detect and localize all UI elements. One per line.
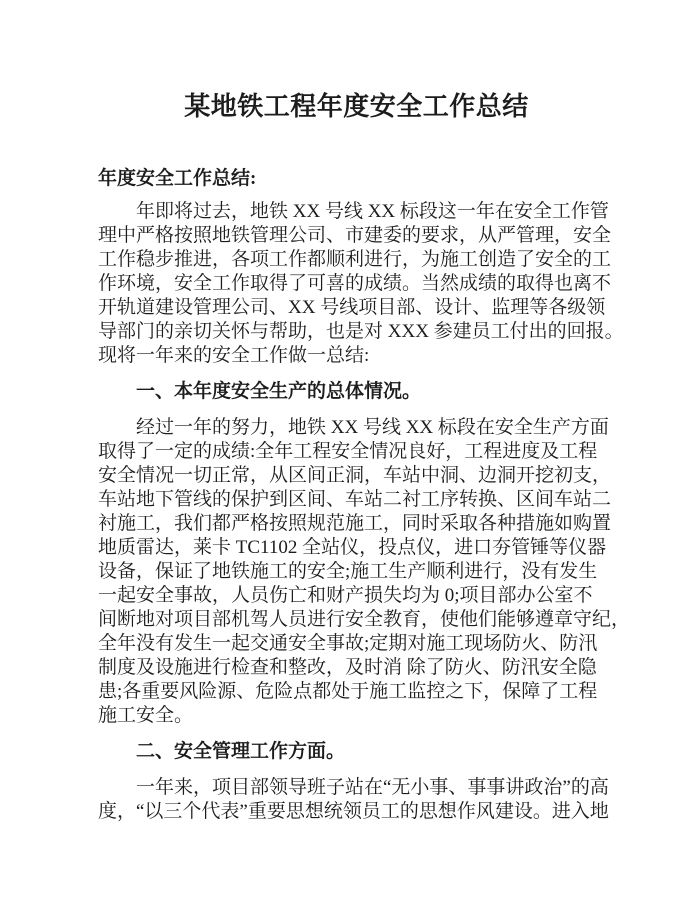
text-line: 取得了一定的成绩:全年工程安全情况良好，工程进度及工程 — [98, 441, 598, 462]
text-line: 患;各重要风险源、危险点都处于施工监控之下，保障了工程 — [98, 681, 598, 702]
text-line: 一起安全事故，人员伤亡和财产损失均为 0;项目部办公室不 — [98, 585, 593, 606]
document-subtitle: 年度安全工作总结: — [98, 168, 257, 189]
text-line: 车站地下管线的保护到区间、车站二衬工序转换、区间车站二 — [98, 489, 612, 510]
text-line: 经过一年的努力，地铁 XX 号线 XX 标段在安全生产方面 — [136, 417, 609, 438]
text-line: 全年没有发生一起交通安全事故;定期对施工现场防火、防汛 — [98, 633, 598, 654]
text-line: 衬施工，我们都严格按照规范施工，同时采取各种措施如购置 — [98, 513, 612, 534]
paragraph — [98, 416, 631, 728]
text-line: 度，“以三个代表”重要思想统领员工的思想作风建设。进入地 — [98, 801, 609, 822]
document-title: 某地铁工程年度安全工作总结 — [184, 92, 529, 121]
text-line: 工作稳步推进，各项工作都顺利进行，为施工创造了安全的工 — [98, 249, 612, 270]
text-line: 地质雷达，莱卡 TC1102 全站仪，投点仪，进口夯管锤等仪器 — [98, 537, 607, 558]
text-line: 间断地对项目部机驾人员进行安全教育，使他们能够遵章守纪， — [98, 609, 631, 630]
section-heading: 一、本年度安全生产的总体情况。 — [136, 381, 422, 402]
paragraph — [98, 776, 615, 824]
text-line: 安全情况一切正常，从区间正洞，车站中洞、边洞开挖初支， — [98, 465, 612, 486]
text-line: 施工安全。 — [98, 705, 194, 726]
text-line: 导部门的亲切关怀与帮助，也是对 XXX 参建员工付出的回报。 — [98, 321, 624, 342]
text-line: 一年来，项目部领导班子站在“无小事、事事讲政治”的高 — [136, 777, 609, 798]
text-line: 开轨道建设管理公司、XX 号线项目部、设计、监理等各级领 — [98, 297, 606, 318]
text-line: 设备，保证了地铁施工的安全;施工生产顺利进行，没有发生 — [98, 561, 598, 582]
text-line: 作环境，安全工作取得了可喜的成绩。当然成绩的取得也离不 — [98, 273, 612, 294]
document-body — [98, 200, 631, 824]
text-line: 现将一年来的安全工作做一总结: — [98, 345, 370, 366]
text-line: 年即将过去，地铁 XX 号线 XX 标段这一年在安全工作管 — [136, 201, 609, 222]
paragraph — [98, 200, 624, 368]
text-line: 理中严格按照地铁管理公司、市建委的要求，从严管理，安全 — [98, 225, 612, 246]
section-heading: 二、安全管理工作方面。 — [136, 741, 346, 762]
text-line: 制度及设施进行检查和整改，及时消 除了防火、防汛安全隐 — [98, 657, 597, 678]
